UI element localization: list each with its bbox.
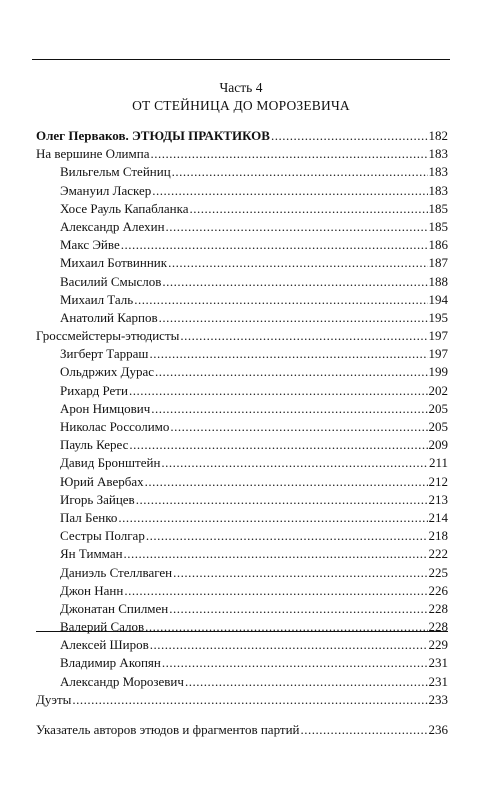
toc-leader-dots [172,163,428,181]
toc-entry-page: 185 [428,200,448,216]
toc-entry-page: 185 [428,218,448,234]
toc-entry-title: Даниэль Стеллваген [60,564,173,580]
toc-entry-page: 202 [428,382,448,398]
toc-entry[interactable] [36,600,448,618]
toc-entry[interactable] [36,200,448,218]
toc-entry-page: 183 [428,146,448,162]
toc-entry-title: Михаил Таль [60,291,134,307]
toc-leader-dots [134,291,427,309]
toc-entry-title: Юрий Авербах [60,473,144,489]
toc-leader-dots [180,327,427,345]
toc-entry-title: Пауль Керес [60,437,129,453]
toc-entry-page: 228 [428,619,448,635]
toc-entry[interactable] [36,327,448,345]
toc-entry[interactable] [36,309,448,327]
toc-entry-title: Михаил Ботвинник [60,255,168,271]
table-of-contents [36,127,448,739]
toc-leader-dots [185,673,428,691]
toc-entry[interactable] [36,691,448,709]
toc-entry[interactable] [36,345,448,363]
toc-entry[interactable] [36,400,448,418]
toc-entry-title: Джон Нанн [60,582,124,598]
toc-entry-title: Арон Нимцович [60,400,151,416]
toc-entry[interactable] [36,582,448,600]
toc-entry[interactable] [36,545,448,563]
toc-entry-page: 183 [428,182,448,198]
toc-entry[interactable] [36,127,448,145]
toc-leader-dots [121,236,428,254]
toc-leader-dots [118,509,427,527]
toc-leader-dots [129,436,427,454]
toc-entry-title: Макс Эйве [60,237,120,253]
toc-entry-page: 205 [428,400,448,416]
toc-entry[interactable] [36,473,448,491]
section-rule [36,631,448,632]
toc-entry-page: 187 [428,255,448,271]
toc-leader-dots [162,273,427,291]
toc-leader-dots [168,254,427,272]
toc-leader-dots [151,400,427,418]
toc-leader-dots [159,309,428,327]
toc-entry-page: 213 [428,491,448,507]
toc-entry[interactable] [36,509,448,527]
toc-entry-title: Александр Морозевич [60,673,184,689]
toc-gap [36,709,448,721]
toc-entry-page: 233 [428,691,448,707]
toc-entry-title: Давид Бронштейн [60,455,161,471]
toc-leader-dots [190,200,428,218]
toc-entry-page: 225 [428,564,448,580]
toc-entry-title: Василий Смыслов [60,273,162,289]
toc-entry[interactable] [36,527,448,545]
toc-entry[interactable] [36,454,448,472]
toc-entry[interactable] [36,163,448,181]
toc-entry[interactable] [36,564,448,582]
toc-leader-dots [271,127,428,145]
toc-entry-page: 195 [428,309,448,325]
toc-entry-title: Джонатан Спилмен [60,600,169,616]
toc-entry[interactable] [36,721,448,739]
toc-entry-page: 182 [428,128,448,143]
toc-leader-dots [162,654,428,672]
toc-leader-dots [72,691,427,709]
toc-entry[interactable] [36,436,448,454]
toc-leader-dots [161,454,428,472]
toc-entry-page: 229 [428,637,448,653]
toc-entry-page: 197 [428,328,448,344]
toc-entry-title: Дуэты [36,691,72,707]
toc-leader-dots [149,345,427,363]
toc-entry-title: Олег Перваков. ЭТЮДЫ ПРАКТИКОВ [36,128,270,143]
toc-entry-title: Игорь Зайцев [60,491,135,507]
toc-entry[interactable] [36,273,448,291]
toc-entry-title: Указатель авторов этюдов и фрагментов партий [36,722,300,737]
toc-entry-title: Валерий Салов [60,619,145,635]
toc-leader-dots [145,618,427,636]
toc-entry-page: 214 [428,509,448,525]
toc-entry[interactable] [36,145,448,163]
toc-entry-page: 222 [428,546,448,562]
toc-entry-title: Эмануил Ласкер [60,182,152,198]
toc-entry-page: 231 [428,673,448,689]
toc-entry-page: 188 [428,273,448,289]
toc-entry-page: 212 [428,473,448,489]
toc-entry[interactable] [36,236,448,254]
toc-leader-dots [173,564,427,582]
part-label: Часть 4 [219,80,263,95]
toc-entry-title: Сестры Полгар [60,528,145,544]
toc-entry-page: 183 [428,164,448,180]
toc-leader-dots [124,545,428,563]
toc-entry[interactable] [36,291,448,309]
toc-entry-title: На вершине Олимпа [36,146,150,162]
toc-entry-title: Ян Тимман [60,546,123,562]
toc-entry-title: Гроссмейстеры-этюдисты [36,328,180,344]
toc-entry-title: Хосе Рауль Капабланка [60,200,189,216]
toc-entry-title: Анатолий Карпов [60,309,158,325]
toc-entry-page: 197 [428,346,448,362]
toc-entry-title: Александр Алехин [60,218,165,234]
toc-leader-dots [124,582,427,600]
toc-leader-dots [145,473,428,491]
toc-leader-dots [155,363,427,381]
toc-leader-dots [170,418,427,436]
toc-leader-dots [301,721,428,739]
toc-entry-page: 218 [428,528,448,544]
toc-entry[interactable] [36,654,448,672]
toc-entry[interactable] [36,418,448,436]
toc-entry[interactable] [36,636,448,654]
toc-leader-dots [166,218,428,236]
toc-entry[interactable] [36,382,448,400]
toc-entry[interactable] [36,218,448,236]
toc-entry-title: Владимир Акопян [60,655,161,671]
toc-entry-title: Пал Бенко [60,509,118,525]
toc-entry-page: 236 [428,722,448,737]
toc-leader-dots [150,145,427,163]
toc-entry-page: 194 [428,291,448,307]
toc-leader-dots [136,491,428,509]
part-title: ОТ СТЕЙНИЦА ДО МОРОЗЕВИЧА [132,98,350,113]
toc-leader-dots [152,182,427,200]
toc-entry-page: 205 [428,419,448,434]
toc-entry-page: 231 [428,655,448,671]
toc-entry-page: 186 [428,237,448,253]
toc-entry-title: Вильгельм Стейниц [60,164,171,180]
toc-entry-page: 199 [428,364,448,380]
toc-entry-page: 228 [428,600,448,616]
toc-entry-page: 209 [428,437,448,453]
toc-group-index [36,721,448,739]
toc-entry-title: Ольдржих Дурас [60,364,155,380]
toc-group-main [36,127,448,709]
toc-entry-title: Зигберт Тарраш [60,346,149,362]
toc-leader-dots [129,382,428,400]
toc-entry[interactable] [36,254,448,272]
toc-entry[interactable] [36,491,448,509]
toc-entry[interactable] [36,363,448,381]
toc-entry-page: 211 [428,455,448,471]
toc-entry-page: 226 [428,582,448,598]
toc-entry[interactable] [36,618,448,636]
toc-leader-dots [146,527,428,545]
toc-entry-title: Николас Россолимо [60,419,170,434]
toc-entry-title: Алексей Широв [60,637,149,653]
top-rule [32,59,450,60]
toc-entry-title: Рихард Рети [60,382,128,398]
toc-leader-dots [169,600,427,618]
toc-entry[interactable] [36,673,448,691]
toc-leader-dots [150,636,428,654]
toc-entry[interactable] [36,182,448,200]
